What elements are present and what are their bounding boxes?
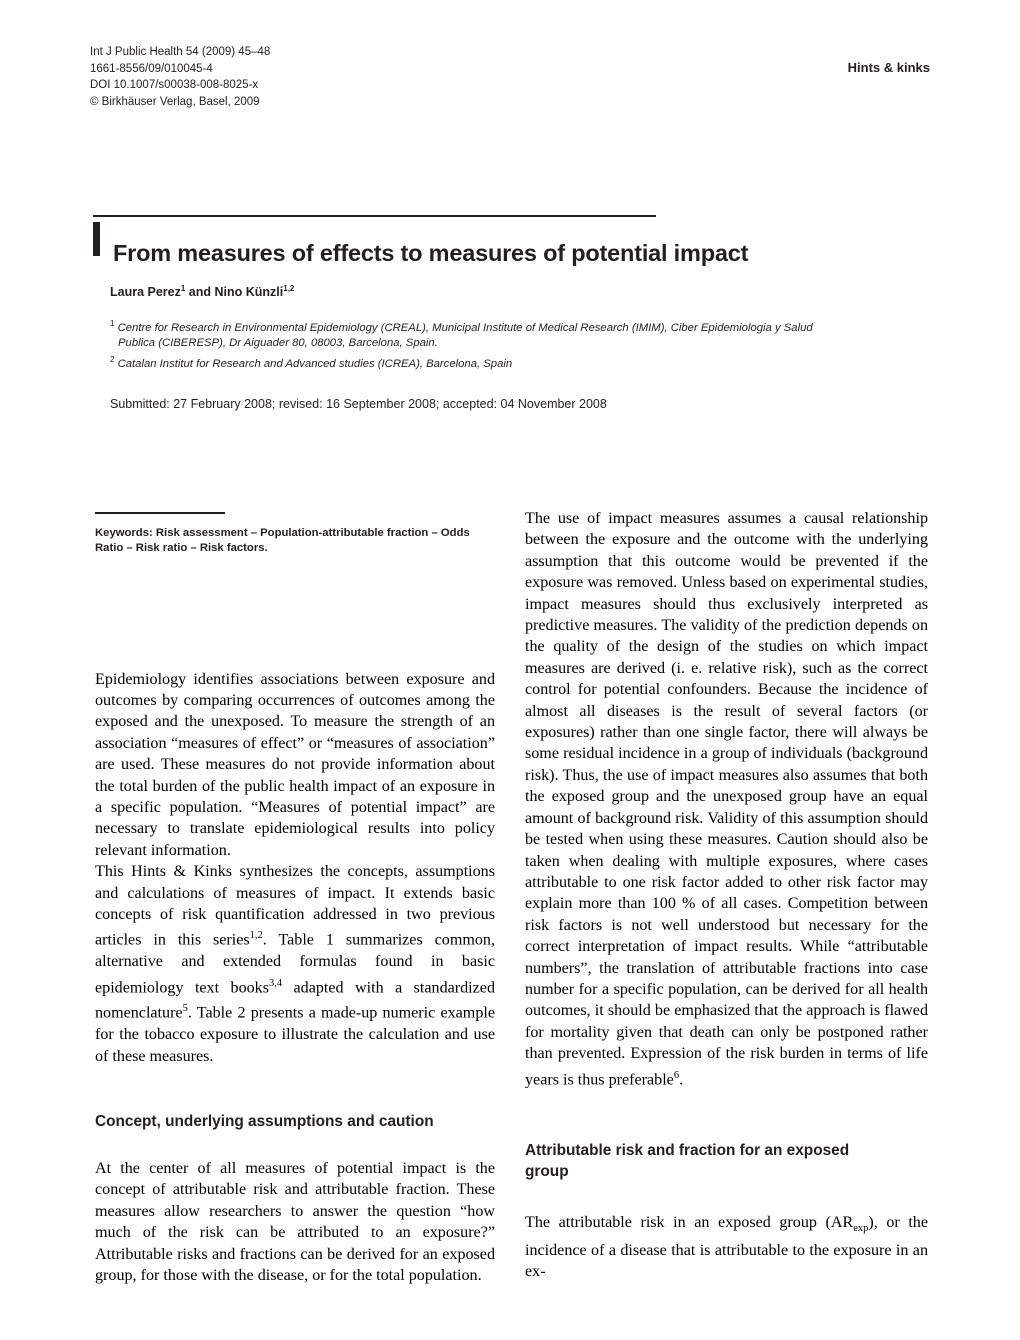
section-heading-concept: Concept, underlying assumptions and caution [95,1112,434,1130]
paragraph-intro: Epidemiology identifies associations between exposure and outcomes by comparing occurrences of outcomes among the exposed and the unexposed. To measure the strength of an association “measures of effect” or “measures of association” are used. These measures do not provide information about the total burden of the public health impact of an exposure in a specific population. “Measures of potential impact” are necessary to translate epidemiological results into policy relevant information. [95,670,495,859]
paragraph-impact-assumptions-end: . [679,1070,684,1088]
journal-citation: Int J Public Health 54 (2009) 45–48 [90,46,271,58]
left-column [95,512,495,1286]
paragraph-scope [95,861,495,1067]
issn-line: 1661-8556/09/010045-4 [90,62,213,75]
author-two-affiliation-marker: 1,2 [283,284,295,293]
right-column [525,508,928,1283]
affiliation-marker: 2 [110,354,115,364]
citation-ref: 3,4 [268,977,283,989]
section-heading-line-1: Attributable risk and fraction for an exposed [525,1142,850,1160]
submission-dates: Submitted: 27 February 2008; revised: 16 September 2008; accepted: 04 November 2008 [110,397,607,411]
citation-ref: 1,2 [249,930,263,942]
author-one-affiliation-marker: 1 [180,284,186,293]
paragraph-scope-part-b: . Table 1 summarizes common, alternative and extended formulas found in basic epidemiology text books [95,931,495,996]
author-two-name: Nino Künzli [214,285,284,300]
paragraph-impact-assumptions-text: The use of impact measures assumes a causal relationship between the exposure and the outcome with the underlying assumption that this outcome would be prevented if the exposure was removed. Unless based on experimental studies, impact measures should thus exclusively interpreted as predictive measures. The validity of the prediction depends on the quality of the design of the studies on which impact measures are derived (i. e. relative risk), such as the correct control for potential confounders. Because the incidence of almost all diseases is the result of several factors (or exposures) rather than one single factor, there will always be some residual incidence in a group of individuals (background risk). Thus, the use of impact measures also assumes that both the exposed group and the unexposed group have an equal amount of background risk. Validity of this assumption should be tested when using these measures. Caution should also be taken when dealing with multiple exposures, where cases attributable to one risk factor added to other risk factor may explain more than 100 % of all cases. Competition between risk factors is not well understood but necessary for the correct interpretation of impact results. While “attributable numbers”, the translation of attributable fractions into case number for a specific population, can be derived for all health outcomes, it should be emphasized that the approach is flawed for mortality given that death can only be postponed rather than prevented. Expression of the risk burden in terms of life years is thus preferable [525,510,928,1088]
paragraph-exposed-group [525,1212,928,1282]
keywords-divider [95,512,225,514]
paragraph-scope-part-a: This Hints & Kinks synthesizes the concepts, assumptions and calculations of measures of impact. It extends basic concepts of risk quantification addressed in two previous articles in this series [95,863,495,949]
affiliation-marker: 1 [110,319,115,328]
citation-ref: 5 [182,1003,188,1015]
affiliation-item [110,316,910,336]
affiliation-item [110,352,910,372]
copyright-line: © Birkhäuser Verlag, Basel, 2009 [90,95,260,108]
doi-line: DOI 10.1007/s00038-008-8025-x [90,79,259,91]
paragraph-scope-part-c: adapted with a standardized nomenclature [95,979,495,1022]
journal-header-block [90,44,510,110]
title-accent-bar [93,222,100,256]
paragraph-exposed-group-part-b: ), or the incidence of a disease that is attributable to the exposure in an ex- [525,1214,928,1281]
author-one-name: Laura Perez [110,285,181,300]
affiliation-text: Centre for Research in Environmental Epidemiology (CREAL), Municipal Institute of Medical Research (IMIM), Ciber Epidemiologia y Salud [117,321,813,334]
page-title: From measures of effects to measures of potential impact [113,240,749,266]
affiliation-text-continued: Publica (CIBERESP), Dr Aiguader 80, 08003, Barcelona, Spain. [118,337,438,350]
section-label: Hints & kinks [847,60,930,75]
affiliation-text: Catalan Institut for Research and Advanced studies (ICREA), Barcelona, Spain [117,357,513,370]
subscript-exp: exp [853,1223,869,1235]
affiliations-block [110,316,910,372]
paragraph-attributable-risk-intro: At the center of all measures of potential impact is the concept of attributable risk and attributable fraction. These measures allow researchers to answer the question “how much of the risk can be attributed to an exposure?” Attributable risks and fractions can be derived for an exposed group, for those with the disease, or for the total population. [95,1159,495,1285]
author-conjunction: and [185,285,215,300]
keywords-block: Keywords: Risk assessment – Population-attributable fraction – Odds Ratio – Risk ratio – Risk factors. [95,526,470,555]
paragraph-exposed-group-part-a: The attributable risk in an exposed group (AR [525,1214,854,1232]
title-divider [93,215,656,217]
paragraph-impact-assumptions [525,508,928,1090]
author-list [110,284,294,299]
section-heading-attributable-risk [525,1140,928,1182]
section-heading-line-2: group [525,1163,569,1181]
paragraph-scope-part-d: . Table 2 presents a made-up numeric example for the tobacco exposure to illustrate the calculation and use of these measures. [95,1004,495,1065]
citation-ref: 6 [673,1069,680,1081]
